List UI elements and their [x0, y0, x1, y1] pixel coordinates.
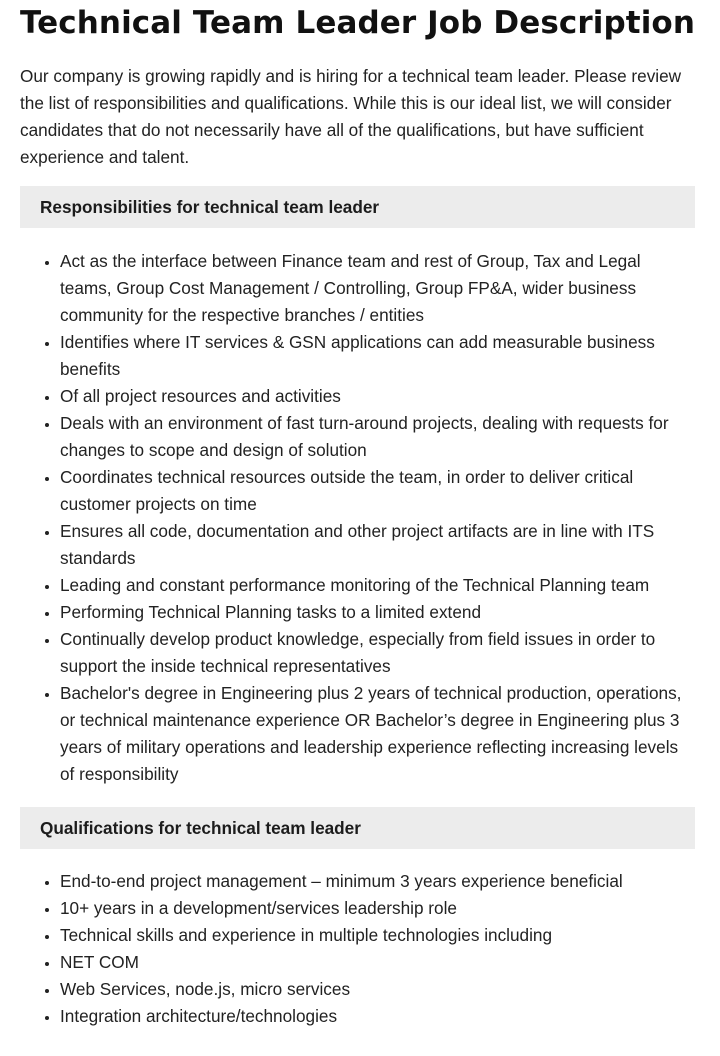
qualifications-list	[20, 868, 695, 1030]
list-item: • Identifies where IT services & GSN applications can add measurable business benefits	[60, 329, 695, 383]
list-item: • Ensures all code, documentation and other project artifacts are in line with ITS standards	[60, 518, 695, 572]
list-item: • Technical skills and experience in multiple technologies including	[60, 922, 695, 949]
list-item: • Deals with an environment of fast turn-around projects, dealing with requests for changes to scope and design of solution	[60, 410, 695, 464]
list-item: • Web Services, node.js, micro services	[60, 976, 695, 1003]
list-item: • Coordinates technical resources outside the team, in order to deliver critical customer projects on time	[60, 464, 695, 518]
list-item: • Of all project resources and activities	[60, 383, 695, 410]
list-item: • Continually develop product knowledge, especially from field issues in order to support the inside technical representatives	[60, 626, 695, 680]
list-item: • NET COM	[60, 949, 695, 976]
responsibilities-heading: Responsibilities for technical team leader	[20, 186, 695, 228]
intro-paragraph: Our company is growing rapidly and is hiring for a technical team leader. Please review the list of responsibilities and qualifications. While this is our ideal list, we will consider candidates that do not necessarily have all of the qualifications, but have sufficient experience and talent.	[20, 66, 682, 167]
list-item: • End-to-end project management – minimum 3 years experience beneficial	[60, 868, 695, 895]
list-item: • Integration architecture/technologies	[60, 1003, 695, 1030]
list-item: • Act as the interface between Finance team and rest of Group, Tax and Legal teams, Group Cost Management / Controlling, Group FP&A, wider business community for the respective branches / entities	[60, 248, 695, 329]
list-item: • Leading and constant performance monitoring of the Technical Planning team	[60, 572, 695, 599]
list-item: • 10+ years in a development/services leadership role	[60, 895, 695, 922]
page-title: Technical Team Leader Job Description	[20, 5, 695, 41]
list-item: • Bachelor's degree in Engineering plus 2 years of technical production, operations, or technical maintenance experience OR Bachelor’s degree in Engineering plus 3 years of military operations and leadership experience reflecting increasing levels of responsibility	[60, 680, 695, 788]
list-item: • Performing Technical Planning tasks to a limited extend	[60, 599, 695, 626]
responsibilities-list	[20, 248, 695, 788]
qualifications-heading: Qualifications for technical team leader	[20, 807, 695, 849]
